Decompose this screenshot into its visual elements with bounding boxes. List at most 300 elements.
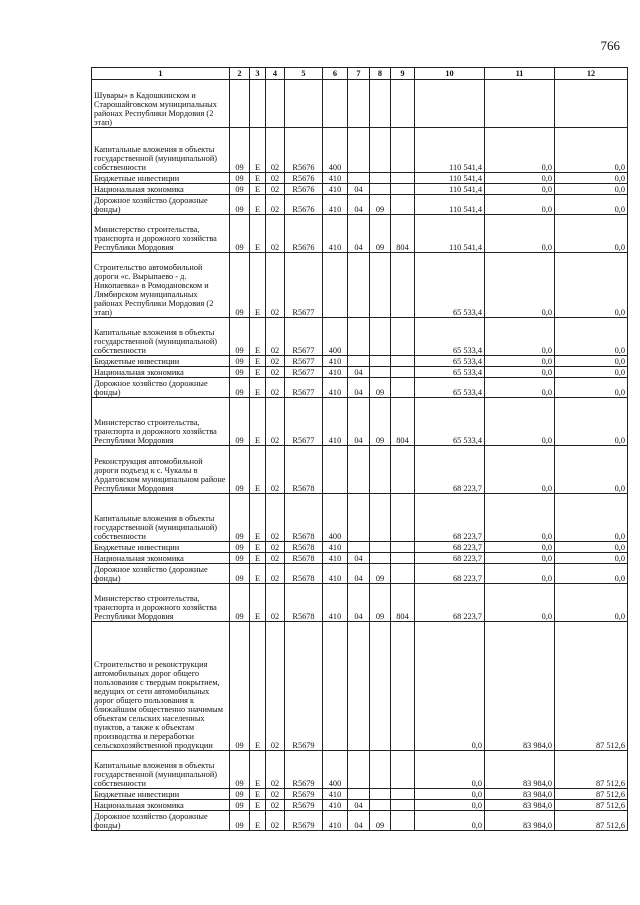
cell-c5: R5679: [285, 751, 323, 789]
cell-c3: Е: [250, 367, 266, 378]
cell-c9: [391, 195, 415, 215]
row-name-cell: Бюджетные инвестиции: [92, 173, 230, 184]
cell-c9: [391, 367, 415, 378]
cell-c11: 0,0: [485, 173, 555, 184]
cell-c2: 09: [230, 584, 250, 622]
cell-c6: 410: [323, 378, 348, 398]
cell-c11: 0,0: [485, 446, 555, 494]
cell-c2: 09: [230, 253, 250, 318]
cell-c6: 410: [323, 553, 348, 564]
row-name-cell: Национальная экономика: [92, 553, 230, 564]
cell-c9: 804: [391, 584, 415, 622]
cell-c10: 65 533,4: [415, 356, 485, 367]
cell-c12: 87 512,6: [555, 622, 628, 751]
cell-c11: 0,0: [485, 367, 555, 378]
cell-c12: [555, 80, 628, 128]
cell-c6: 400: [323, 751, 348, 789]
cell-c7: 04: [348, 184, 370, 195]
cell-c5: R5676: [285, 128, 323, 173]
row-name-cell: Строительство и реконструкция автомобильных дорог общего пользования с твердым покрытием, ведущих от сети автомобильных дорог общего пользования к ближайшим общественно значимым объектам сельских населенных пунктов, а также к объектам производства и переработки сельскохозяйственной продукции: [92, 622, 230, 751]
cell-c5: R5679: [285, 789, 323, 800]
cell-c2: 09: [230, 378, 250, 398]
table-row: [92, 789, 628, 800]
cell-c8: [370, 128, 391, 173]
table-row: [92, 378, 628, 398]
cell-c7: 04: [348, 195, 370, 215]
cell-c12: 0,0: [555, 195, 628, 215]
cell-c11: 0,0: [485, 398, 555, 446]
cell-c7: [348, 318, 370, 356]
table-row: [92, 367, 628, 378]
cell-c5: [285, 80, 323, 128]
cell-c9: [391, 446, 415, 494]
cell-c4: 02: [266, 184, 285, 195]
cell-c5: R5679: [285, 811, 323, 831]
cell-c8: [370, 494, 391, 542]
header-cell: 1: [92, 68, 230, 80]
row-name-cell: Дорожное хозяйство (дорожные фонды): [92, 811, 230, 831]
cell-c4: 02: [266, 800, 285, 811]
table-row: [92, 80, 628, 128]
cell-c12: 0,0: [555, 446, 628, 494]
cell-c10: 110 541,4: [415, 128, 485, 173]
row-name-cell: Бюджетные инвестиции: [92, 789, 230, 800]
cell-c2: 09: [230, 553, 250, 564]
table-row: [92, 318, 628, 356]
cell-c10: 68 223,7: [415, 542, 485, 553]
cell-c8: [370, 800, 391, 811]
row-name-cell: Национальная экономика: [92, 184, 230, 195]
table-row: [92, 184, 628, 195]
row-name-cell: Бюджетные инвестиции: [92, 542, 230, 553]
cell-c3: Е: [250, 356, 266, 367]
cell-c2: 09: [230, 811, 250, 831]
table-row: [92, 751, 628, 789]
cell-c2: [230, 80, 250, 128]
cell-c7: [348, 446, 370, 494]
cell-c6: 400: [323, 128, 348, 173]
cell-c7: 04: [348, 564, 370, 584]
cell-c9: [391, 173, 415, 184]
cell-c3: Е: [250, 398, 266, 446]
cell-c10: 110 541,4: [415, 184, 485, 195]
header-cell: 12: [555, 68, 628, 80]
cell-c8: [370, 553, 391, 564]
cell-c9: [391, 378, 415, 398]
header-cell: 7: [348, 68, 370, 80]
cell-c6: 410: [323, 398, 348, 446]
cell-c10: 68 223,7: [415, 564, 485, 584]
cell-c10: 68 223,7: [415, 494, 485, 542]
cell-c3: [250, 80, 266, 128]
cell-c10: 110 541,4: [415, 215, 485, 253]
cell-c3: Е: [250, 622, 266, 751]
cell-c8: [370, 80, 391, 128]
cell-c4: 02: [266, 318, 285, 356]
cell-c9: [391, 542, 415, 553]
cell-c3: Е: [250, 215, 266, 253]
cell-c12: 0,0: [555, 553, 628, 564]
cell-c11: 0,0: [485, 128, 555, 173]
cell-c4: 02: [266, 367, 285, 378]
cell-c11: 83 984,0: [485, 811, 555, 831]
cell-c12: 0,0: [555, 542, 628, 553]
cell-c3: Е: [250, 318, 266, 356]
cell-c7: [348, 789, 370, 800]
cell-c11: 0,0: [485, 584, 555, 622]
cell-c2: 09: [230, 367, 250, 378]
header-cell: 8: [370, 68, 391, 80]
cell-c9: [391, 789, 415, 800]
row-name-cell: Дорожное хозяйство (дорожные фонды): [92, 195, 230, 215]
table-row: [92, 553, 628, 564]
table-body: [92, 80, 628, 831]
cell-c3: Е: [250, 542, 266, 553]
cell-c6: 410: [323, 356, 348, 367]
cell-c4: 02: [266, 128, 285, 173]
cell-c4: 02: [266, 215, 285, 253]
cell-c4: 02: [266, 398, 285, 446]
cell-c7: 04: [348, 398, 370, 446]
cell-c11: 0,0: [485, 318, 555, 356]
table-row: [92, 398, 628, 446]
row-name-cell: Строительство автомобильной дороги «с. Вырыпаево - д. Никопаевка» в Ромодановском и Лямбирском муниципальных районах Республики Мордовия (2 этап): [92, 253, 230, 318]
cell-c4: 02: [266, 173, 285, 184]
cell-c12: 0,0: [555, 184, 628, 195]
cell-c9: [391, 184, 415, 195]
cell-c10: 68 223,7: [415, 446, 485, 494]
cell-c8: [370, 173, 391, 184]
cell-c4: 02: [266, 553, 285, 564]
cell-c4: [266, 80, 285, 128]
page-number: 766: [600, 38, 620, 53]
cell-c12: 87 512,6: [555, 751, 628, 789]
cell-c10: 68 223,7: [415, 553, 485, 564]
cell-c4: 02: [266, 542, 285, 553]
row-name-cell: Министерство строительства, транспорта и дорожного хозяйства Республики Мордовия: [92, 215, 230, 253]
cell-c11: 83 984,0: [485, 800, 555, 811]
cell-c11: [485, 80, 555, 128]
cell-c12: 0,0: [555, 318, 628, 356]
cell-c5: R5677: [285, 367, 323, 378]
row-name-cell: Дорожное хозяйство (дорожные фонды): [92, 378, 230, 398]
cell-c12: 0,0: [555, 253, 628, 318]
table-row: [92, 253, 628, 318]
cell-c10: 0,0: [415, 811, 485, 831]
cell-c5: R5677: [285, 398, 323, 446]
cell-c11: 0,0: [485, 553, 555, 564]
cell-c4: 02: [266, 356, 285, 367]
cell-c7: 04: [348, 215, 370, 253]
cell-c5: R5676: [285, 184, 323, 195]
cell-c4: 02: [266, 494, 285, 542]
cell-c2: 09: [230, 398, 250, 446]
cell-c2: 09: [230, 800, 250, 811]
cell-c4: 02: [266, 584, 285, 622]
cell-c2: 09: [230, 356, 250, 367]
cell-c3: Е: [250, 184, 266, 195]
header-cell: 2: [230, 68, 250, 80]
cell-c10: 65 533,4: [415, 378, 485, 398]
cell-c2: 09: [230, 318, 250, 356]
cell-c2: 09: [230, 215, 250, 253]
cell-c2: 09: [230, 128, 250, 173]
cell-c2: 09: [230, 542, 250, 553]
table-row: [92, 800, 628, 811]
cell-c11: 0,0: [485, 564, 555, 584]
cell-c2: 09: [230, 789, 250, 800]
header-cell: 4: [266, 68, 285, 80]
cell-c5: R5679: [285, 622, 323, 751]
cell-c6: 410: [323, 184, 348, 195]
cell-c4: 02: [266, 446, 285, 494]
cell-c4: 02: [266, 253, 285, 318]
cell-c5: R5678: [285, 542, 323, 553]
cell-c5: R5676: [285, 195, 323, 215]
cell-c7: 04: [348, 584, 370, 622]
cell-c6: 410: [323, 195, 348, 215]
cell-c7: 04: [348, 811, 370, 831]
cell-c7: [348, 173, 370, 184]
table-row: [92, 542, 628, 553]
cell-c11: 0,0: [485, 253, 555, 318]
cell-c12: 87 512,6: [555, 811, 628, 831]
cell-c8: [370, 622, 391, 751]
cell-c8: [370, 184, 391, 195]
cell-c4: 02: [266, 378, 285, 398]
table-header-row: [92, 68, 628, 80]
cell-c10: 65 533,4: [415, 398, 485, 446]
cell-c3: Е: [250, 800, 266, 811]
cell-c9: [391, 318, 415, 356]
cell-c5: R5678: [285, 494, 323, 542]
cell-c5: R5676: [285, 173, 323, 184]
table-row: [92, 622, 628, 751]
cell-c10: 65 533,4: [415, 253, 485, 318]
cell-c6: [323, 446, 348, 494]
cell-c10: 110 541,4: [415, 195, 485, 215]
cell-c3: Е: [250, 446, 266, 494]
cell-c3: Е: [250, 494, 266, 542]
cell-c6: 410: [323, 789, 348, 800]
cell-c6: 410: [323, 367, 348, 378]
row-name-cell: Капитальные вложения в объекты государственной (муниципальной) собственности: [92, 128, 230, 173]
cell-c4: 02: [266, 751, 285, 789]
row-name-cell: Министерство строительства, транспорта и дорожного хозяйства Республики Мордовия: [92, 584, 230, 622]
cell-c11: 83 984,0: [485, 789, 555, 800]
table-row: [92, 811, 628, 831]
cell-c3: Е: [250, 751, 266, 789]
cell-c7: [348, 622, 370, 751]
cell-c6: 410: [323, 800, 348, 811]
cell-c8: 09: [370, 215, 391, 253]
cell-c11: 0,0: [485, 378, 555, 398]
table-row: [92, 494, 628, 542]
row-name-cell: Министерство строительства, транспорта и дорожного хозяйства Республики Мордовия: [92, 398, 230, 446]
cell-c9: [391, 356, 415, 367]
cell-c2: 09: [230, 622, 250, 751]
cell-c2: 09: [230, 173, 250, 184]
cell-c12: 0,0: [555, 215, 628, 253]
cell-c9: [391, 751, 415, 789]
cell-c4: 02: [266, 564, 285, 584]
cell-c11: 83 984,0: [485, 622, 555, 751]
cell-c9: [391, 80, 415, 128]
cell-c12: 0,0: [555, 378, 628, 398]
cell-c8: [370, 253, 391, 318]
cell-c9: [391, 811, 415, 831]
cell-c7: 04: [348, 367, 370, 378]
table-row: [92, 446, 628, 494]
cell-c4: 02: [266, 811, 285, 831]
cell-c3: Е: [250, 253, 266, 318]
cell-c9: [391, 553, 415, 564]
cell-c8: 09: [370, 811, 391, 831]
cell-c2: 09: [230, 446, 250, 494]
cell-c8: [370, 356, 391, 367]
row-name-cell: Шувары» в Кадошкинском и Старошайговском муниципальных районах Республики Мордовия (2 этап): [92, 80, 230, 128]
cell-c3: Е: [250, 553, 266, 564]
header-cell: 9: [391, 68, 415, 80]
cell-c6: [323, 80, 348, 128]
cell-c8: [370, 751, 391, 789]
row-name-cell: Национальная экономика: [92, 800, 230, 811]
cell-c4: 02: [266, 789, 285, 800]
cell-c12: 87 512,6: [555, 800, 628, 811]
cell-c8: 09: [370, 398, 391, 446]
table-row: [92, 128, 628, 173]
cell-c2: 09: [230, 184, 250, 195]
cell-c6: 410: [323, 584, 348, 622]
header-cell: 6: [323, 68, 348, 80]
cell-c9: [391, 622, 415, 751]
cell-c3: Е: [250, 128, 266, 173]
cell-c12: 0,0: [555, 584, 628, 622]
cell-c6: 410: [323, 542, 348, 553]
cell-c4: 02: [266, 195, 285, 215]
cell-c10: 65 533,4: [415, 367, 485, 378]
cell-c7: [348, 253, 370, 318]
cell-c10: 0,0: [415, 751, 485, 789]
cell-c12: 0,0: [555, 128, 628, 173]
cell-c8: 09: [370, 564, 391, 584]
cell-c5: R5677: [285, 378, 323, 398]
cell-c5: R5677: [285, 253, 323, 318]
row-name-cell: Капитальные вложения в объекты государственной (муниципальной) собственности: [92, 494, 230, 542]
cell-c12: 0,0: [555, 494, 628, 542]
cell-c7: [348, 751, 370, 789]
cell-c11: 0,0: [485, 195, 555, 215]
table-row: [92, 584, 628, 622]
cell-c12: 87 512,6: [555, 789, 628, 800]
table-row: [92, 215, 628, 253]
cell-c6: 400: [323, 494, 348, 542]
cell-c2: 09: [230, 494, 250, 542]
table-row: [92, 173, 628, 184]
row-name-cell: Дорожное хозяйство (дорожные фонды): [92, 564, 230, 584]
header-cell: 5: [285, 68, 323, 80]
row-name-cell: Капитальные вложения в объекты государственной (муниципальной) собственности: [92, 318, 230, 356]
cell-c9: 804: [391, 215, 415, 253]
cell-c7: 04: [348, 800, 370, 811]
cell-c9: [391, 128, 415, 173]
cell-c7: [348, 494, 370, 542]
cell-c9: [391, 800, 415, 811]
cell-c9: [391, 564, 415, 584]
cell-c9: 804: [391, 398, 415, 446]
cell-c9: [391, 494, 415, 542]
cell-c6: [323, 622, 348, 751]
cell-c12: 0,0: [555, 356, 628, 367]
cell-c6: 410: [323, 564, 348, 584]
header-cell: 11: [485, 68, 555, 80]
cell-c5: R5676: [285, 215, 323, 253]
budget-table: [91, 67, 628, 831]
cell-c7: [348, 128, 370, 173]
cell-c7: 04: [348, 378, 370, 398]
cell-c7: [348, 356, 370, 367]
cell-c5: R5678: [285, 553, 323, 564]
cell-c8: [370, 789, 391, 800]
cell-c5: R5677: [285, 356, 323, 367]
cell-c3: Е: [250, 173, 266, 184]
cell-c7: [348, 542, 370, 553]
header-cell: 3: [250, 68, 266, 80]
cell-c12: 0,0: [555, 398, 628, 446]
row-name-cell: Бюджетные инвестиции: [92, 356, 230, 367]
table-row: [92, 356, 628, 367]
cell-c12: 0,0: [555, 173, 628, 184]
row-name-cell: Национальная экономика: [92, 367, 230, 378]
cell-c2: 09: [230, 564, 250, 584]
cell-c3: Е: [250, 811, 266, 831]
cell-c11: 0,0: [485, 215, 555, 253]
cell-c8: 09: [370, 195, 391, 215]
cell-c11: 0,0: [485, 542, 555, 553]
row-name-cell: Капитальные вложения в объекты государственной (муниципальной) собственности: [92, 751, 230, 789]
cell-c5: R5678: [285, 564, 323, 584]
cell-c3: Е: [250, 564, 266, 584]
cell-c11: 0,0: [485, 494, 555, 542]
table-row: [92, 195, 628, 215]
cell-c10: 68 223,7: [415, 584, 485, 622]
cell-c3: Е: [250, 789, 266, 800]
cell-c5: R5678: [285, 584, 323, 622]
cell-c8: [370, 446, 391, 494]
cell-c10: 65 533,4: [415, 318, 485, 356]
cell-c10: 0,0: [415, 800, 485, 811]
cell-c4: 02: [266, 622, 285, 751]
cell-c10: 110 541,4: [415, 173, 485, 184]
cell-c7: [348, 80, 370, 128]
cell-c5: R5678: [285, 446, 323, 494]
cell-c7: 04: [348, 553, 370, 564]
cell-c2: 09: [230, 195, 250, 215]
cell-c3: Е: [250, 195, 266, 215]
row-name-cell: Реконструкция автомобильной дороги подъезд к с. Чукалы в Ардатовском муниципальном районе Республики Мордовия: [92, 446, 230, 494]
cell-c11: 0,0: [485, 356, 555, 367]
cell-c8: 09: [370, 584, 391, 622]
cell-c6: 410: [323, 215, 348, 253]
cell-c8: [370, 367, 391, 378]
cell-c6: 400: [323, 318, 348, 356]
cell-c3: Е: [250, 378, 266, 398]
cell-c2: 09: [230, 751, 250, 789]
cell-c8: 09: [370, 378, 391, 398]
cell-c11: 83 984,0: [485, 751, 555, 789]
cell-c10: [415, 80, 485, 128]
cell-c8: [370, 318, 391, 356]
